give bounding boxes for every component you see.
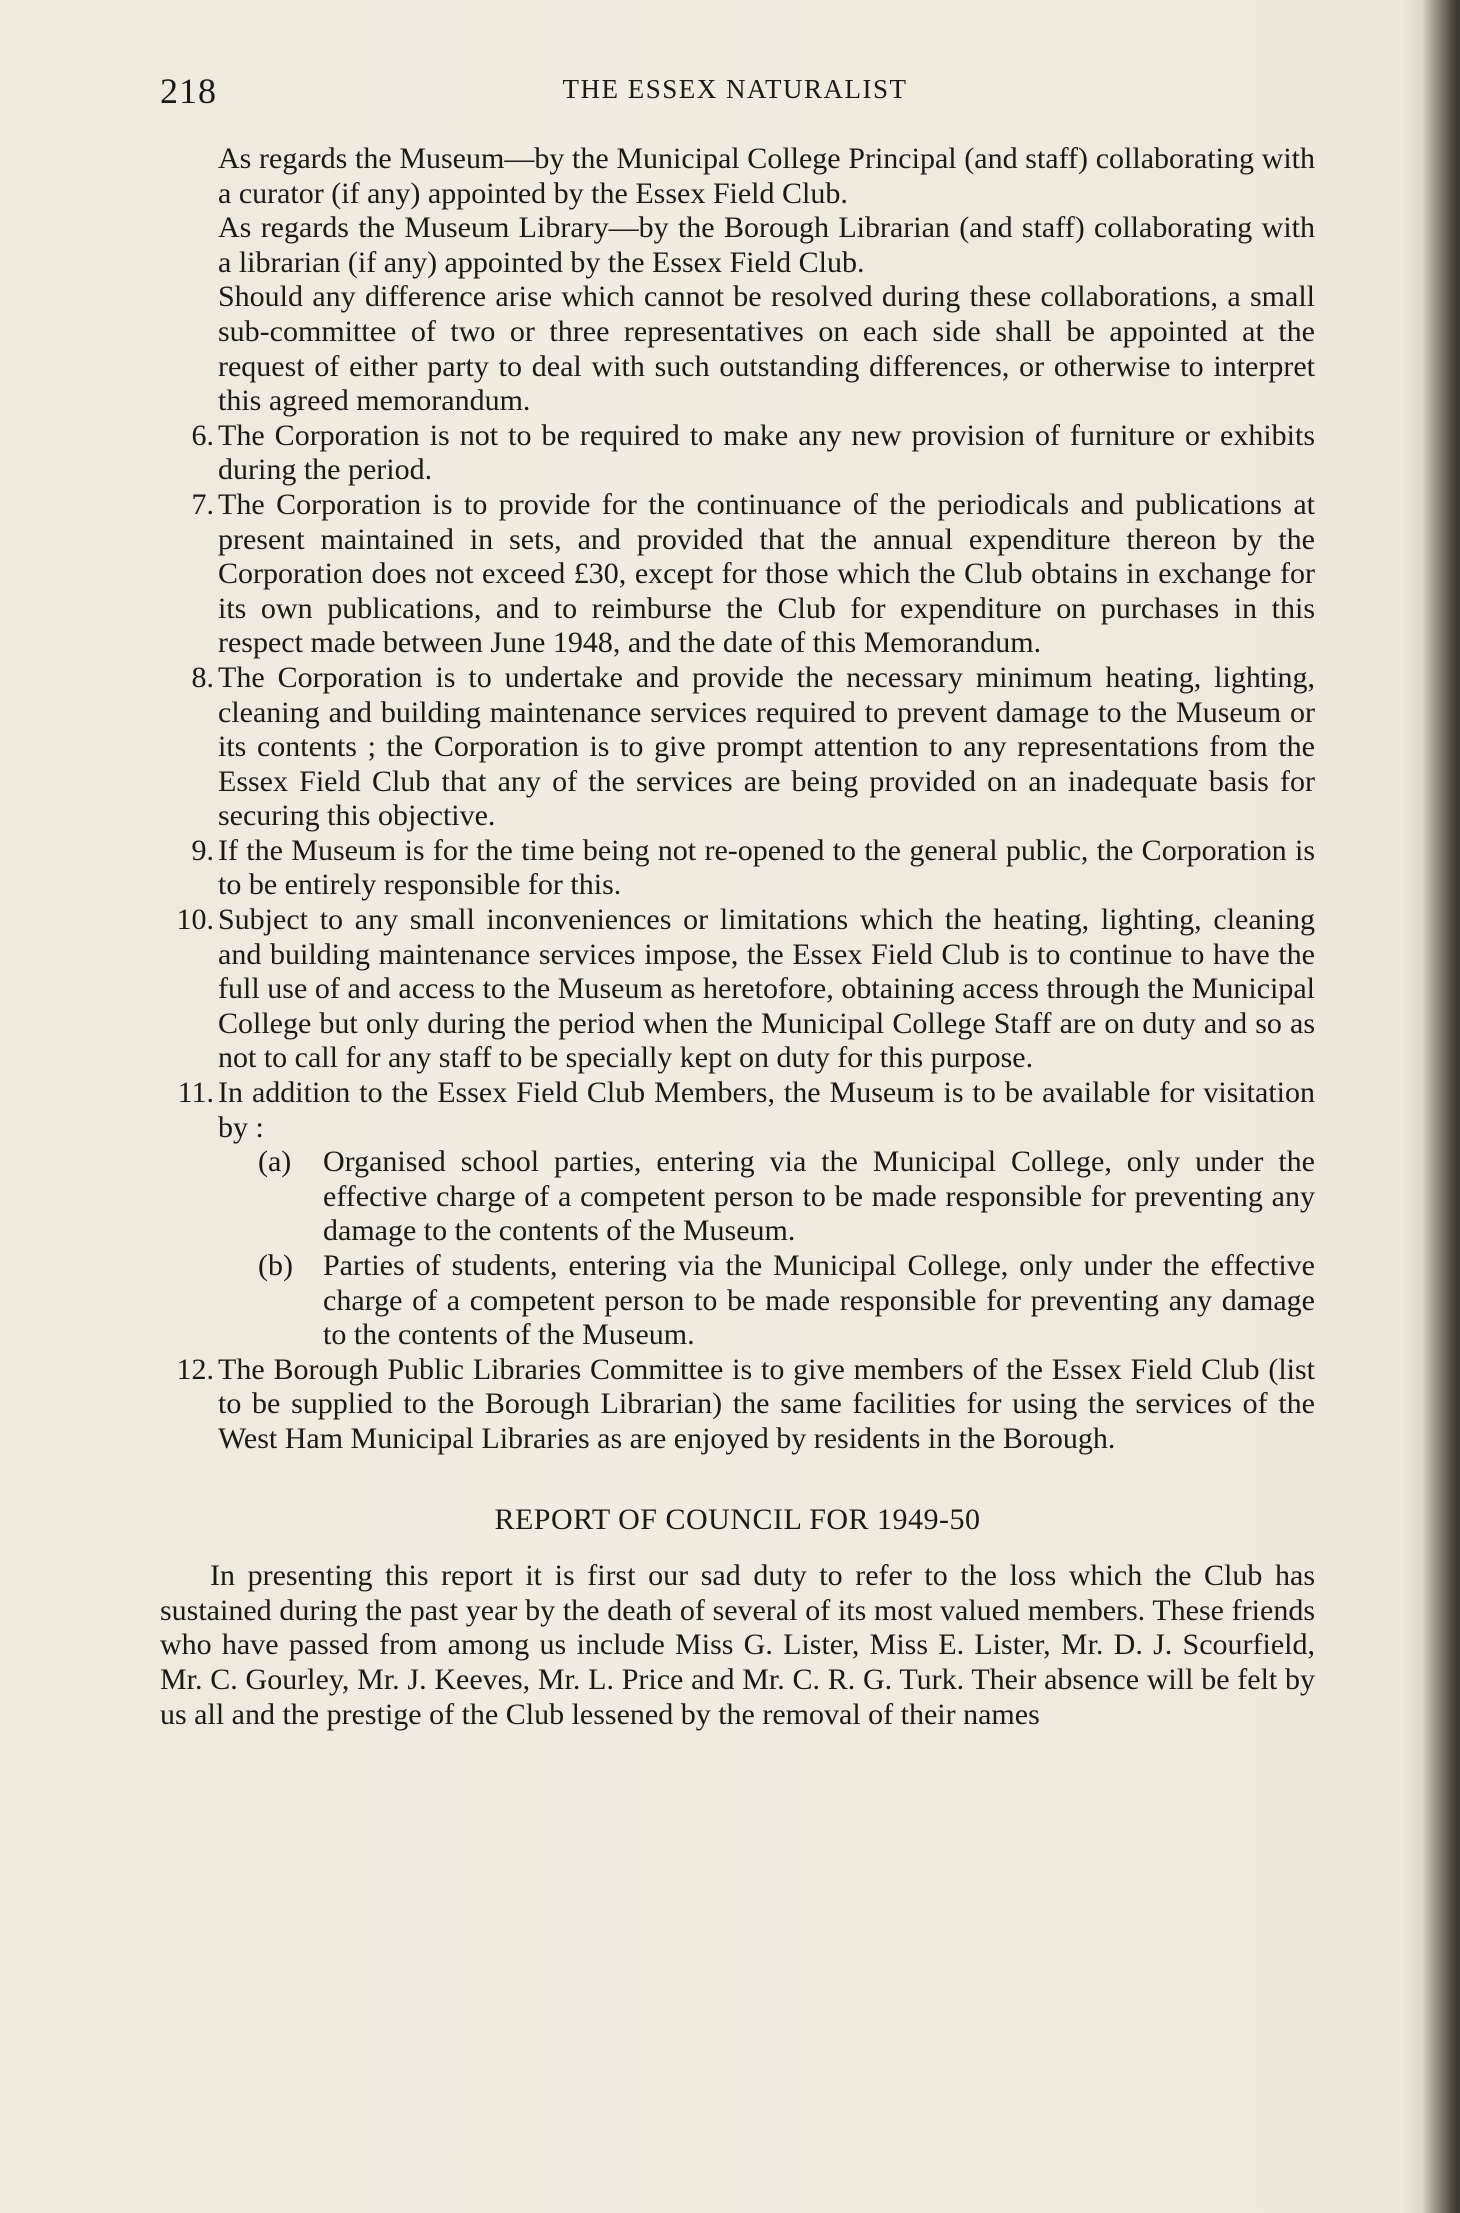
item-number: 9. xyxy=(191,833,214,867)
item-text: The Corporation is not to be required to make any new provision of furniture or exhibits during the period. xyxy=(218,418,1315,487)
intro-paragraph: As regards the Museum—by the Municipal College Principal (and staff) collaborating with a curator (if any) appointed by the Essex Field Club. xyxy=(218,142,1315,210)
section-heading: REPORT OF COUNCIL FOR 1949-50 xyxy=(494,1502,981,1536)
sub-item-label: (a) xyxy=(258,1145,292,1179)
item-text: In addition to the Essex Field Club Members, the Museum is to be available for visitation by : xyxy=(218,1076,1315,1144)
item-number: 11. xyxy=(177,1076,214,1110)
item-text: The Corporation is to undertake and provide the necessary minimum heating, lighting, cleaning and building maintenance services required to prevent damage to the Museum or its contents ; the Corporation is to give prompt attention to any representations from the Essex Field Club that any of the services are being provided on an inadequate basis for securing this objective. xyxy=(218,660,1315,833)
item-number: 6. xyxy=(191,418,214,452)
report-paragraph: In presenting this report it is first our sad duty to refer to the loss which the Club has sustained during the past year by the death of several of its most valued members. These friends who have passed from among us include Miss G. Lister, Miss E. Lister, Mr. D. J. Scourfield, Mr. C. Gourley, Mr. J. Keeves, Mr. L. Price and Mr. C. R. G. Turk. Their absence will be felt by us all and the prestige of the Club lessened by the removal of their names xyxy=(160,1559,1315,1731)
page-edge-shadow xyxy=(1422,0,1460,2213)
page-number: 218 xyxy=(160,71,217,111)
page-header xyxy=(160,70,1310,110)
sub-item xyxy=(160,1145,1315,1249)
item-number: 8. xyxy=(191,660,214,694)
item-text: The Borough Public Libraries Committee is to give members of the Essex Field Club (list to be supplied to the Borough Librarian) the same facilities for using the services of the West Ham Municipal Libraries as are enjoyed by residents in the Borough. xyxy=(218,1352,1315,1455)
sub-item-text: Organised school parties, entering via the Municipal College, only under the effective charge of a competent person to be made responsible for preventing any damage to the contents of the Museum. xyxy=(323,1145,1315,1248)
running-title: THE ESSEX NATURALIST xyxy=(562,74,908,104)
item-number: 10. xyxy=(176,903,214,937)
item-text: Subject to any small inconveniences or limitations which the heating, lighting, cleaning and building maintenance services impose, the Essex Field Club is to continue to have the full use of and access to the Museum as heretofore, obtaining access through the Municipal College but only during the period when the Municipal College Staff are on duty and so as not to call for any staff to be specially kept on duty for this purpose. xyxy=(218,903,1315,1075)
intro-paragraph: Should any difference arise which cannot be resolved during these collaborations, a small sub-committee of two or three representatives on each side shall be appointed at the request of either party to deal with such outstanding differences, or otherwise to interpret this agreed memorandum. xyxy=(218,280,1315,418)
numbered-item xyxy=(160,903,1315,1076)
sub-item-text: Parties of students, entering via the Municipal College, only under the effective charge of a competent person to be made responsible for preventing any damage to the contents of the Museum. xyxy=(323,1249,1315,1352)
numbered-item xyxy=(160,834,1315,903)
item-number: 7. xyxy=(191,487,214,521)
intro-paragraph: As regards the Museum Library—by the Borough Librarian (and staff) collaborating with a librarian (if any) appointed by the Essex Field Club. xyxy=(218,211,1315,279)
numbered-item xyxy=(160,488,1315,661)
numbered-item xyxy=(160,1353,1315,1457)
numbered-item xyxy=(160,419,1315,488)
sub-item xyxy=(160,1249,1315,1353)
sub-item-label: (b) xyxy=(258,1249,293,1282)
item-text: The Corporation is to provide for the continuance of the periodicals and publications at present maintained in sets, and provided that the annual expenditure thereon by the Corporation does not exceed £30, except for those which the Club obtains in exchange for its own publications, and to reimburse the Club for expenditure on purchases in this respect made between June 1948, and the date of this Memorandum. xyxy=(218,487,1315,660)
numbered-item xyxy=(160,1076,1315,1145)
page-body xyxy=(160,142,1315,1732)
item-text: If the Museum is for the time being not re-opened to the general public, the Corporation is to be entirely responsible for this. xyxy=(218,833,1315,902)
item-number: 12. xyxy=(176,1352,214,1386)
numbered-item xyxy=(160,661,1315,834)
